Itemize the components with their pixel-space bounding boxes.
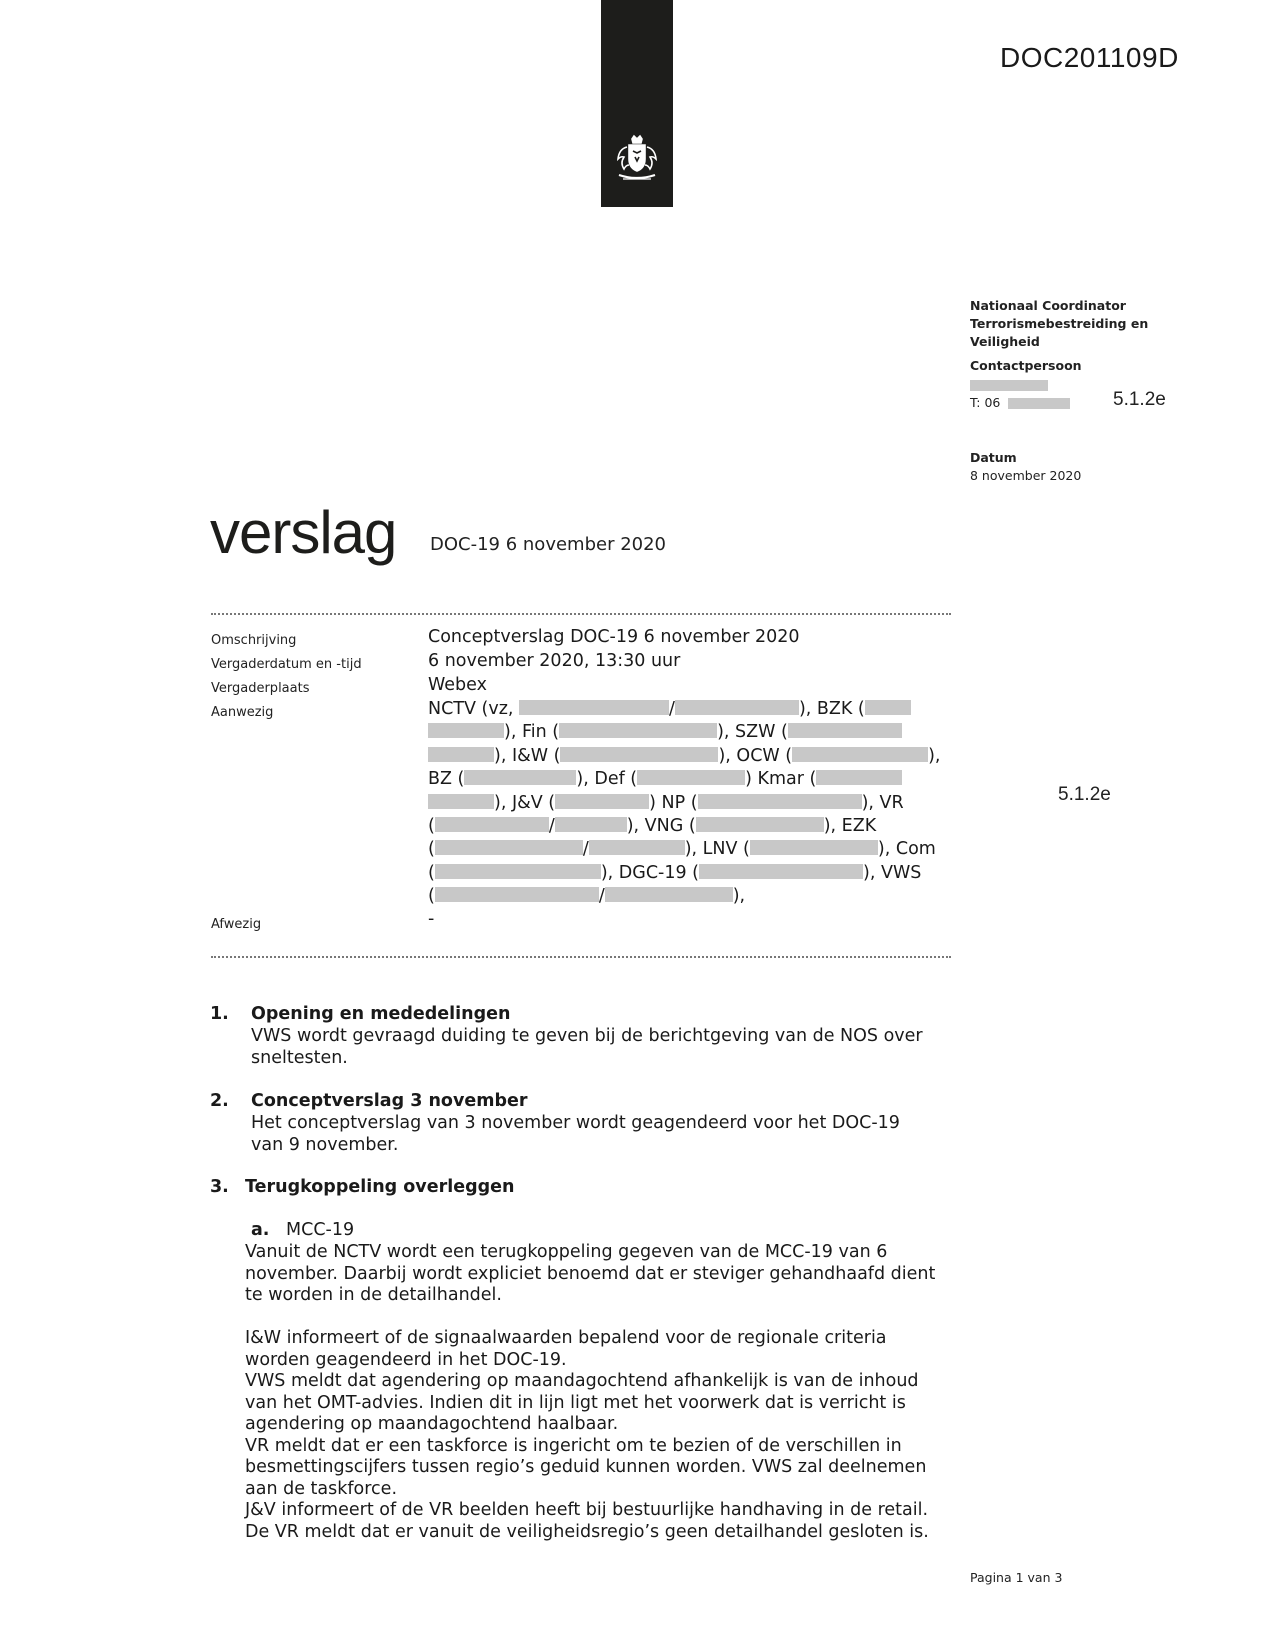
org-line-2: Terrorismebestreiding en xyxy=(970,316,1149,331)
section-2-number: 2. xyxy=(210,1091,229,1111)
value-omschrijving: Conceptverslag DOC-19 6 november 2020 xyxy=(428,627,800,647)
section-1-line-2: sneltesten. xyxy=(251,1048,348,1068)
section-2-line-2: van 9 november. xyxy=(251,1135,399,1155)
value-vergaderdatum: 6 november 2020, 13:30 uur xyxy=(428,651,681,671)
body-line: van het OMT-advies. Indien dit in lijn ligt met het voorwerk dat is verricht is xyxy=(245,1392,906,1413)
page-number: Pagina 1 van 3 xyxy=(970,1570,1063,1585)
section-1-title: Opening en mededelingen xyxy=(251,1004,511,1024)
redaction-block xyxy=(519,700,669,715)
att-text: ), J&V ( xyxy=(494,792,556,813)
subsection-a-title: MCC-19 xyxy=(286,1220,355,1240)
body-blank-line xyxy=(245,1307,965,1329)
redaction-block xyxy=(555,794,649,809)
subsection-a-letter: a. xyxy=(251,1220,270,1240)
att-text: / xyxy=(669,699,675,719)
value-afwezig: - xyxy=(428,909,435,929)
att-text: ), Def ( xyxy=(576,769,638,790)
att-text: ), BZK ( xyxy=(798,699,865,719)
att-text: BZ ( xyxy=(428,769,465,790)
att-text: ), xyxy=(928,745,941,766)
redaction-block xyxy=(698,794,862,809)
body-line: De VR meldt dat er vanuit de veiligheidsregio’s geen detailhandel gesloten is. xyxy=(245,1521,929,1542)
att-text: ( xyxy=(428,815,435,836)
redaction-phone xyxy=(1008,398,1070,409)
contact-phone xyxy=(970,394,1070,412)
rijksoverheid-logo xyxy=(601,0,673,207)
redaction-code-sidebar: 5.1.2e xyxy=(1113,389,1166,410)
att-text: ), VWS xyxy=(863,862,922,883)
document-type-title: verslag xyxy=(210,499,397,566)
value-vergaderplaats: Webex xyxy=(428,675,487,695)
redaction-block xyxy=(560,747,718,762)
redaction-block xyxy=(435,817,549,832)
redaction-code-attendees: 5.1.2e xyxy=(1058,784,1111,805)
att-text: / xyxy=(548,815,555,836)
redaction-block xyxy=(435,840,583,855)
body-line: Vanuit de NCTV wordt een terugkoppeling gegeven van de MCC-19 van 6 xyxy=(245,1242,888,1262)
org-line-3: Veiligheid xyxy=(970,334,1040,349)
att-text: ), DGC-19 ( xyxy=(600,862,700,883)
att-text: ), EZK xyxy=(823,815,877,836)
redaction-block xyxy=(559,723,717,738)
divider-bottom xyxy=(211,956,951,958)
contact-label xyxy=(970,357,1082,375)
redaction-block xyxy=(428,747,494,762)
section-2-title: Conceptverslag 3 november xyxy=(251,1091,528,1111)
section-1-number: 1. xyxy=(210,1004,229,1024)
body-line: I&W informeert of de signaalwaarden bepalend voor de regionale criteria xyxy=(245,1328,887,1348)
redaction-block xyxy=(750,840,878,855)
date-label xyxy=(970,449,1017,467)
body-line: besmettingscijfers tussen regio’s geduid kunnen worden. VWS zal deelnemen xyxy=(245,1457,927,1477)
document-number: DOC201109D xyxy=(1000,42,1179,73)
label-vergaderplaats: Vergaderplaats xyxy=(211,681,310,696)
redaction-block xyxy=(435,864,601,879)
label-aanwezig: Aanwezig xyxy=(211,705,274,720)
document-subtitle: DOC-19 6 november 2020 xyxy=(430,534,667,555)
date-value: 8 november 2020 xyxy=(970,468,1082,483)
organization-name xyxy=(970,297,1148,351)
att-text: ( xyxy=(428,886,435,907)
att-text: ), I&W ( xyxy=(494,745,561,766)
body-line: VR meldt dat er een taskforce is ingericht om te bezien of de verschillen in xyxy=(245,1435,902,1456)
body-line: november. Daarbij wordt expliciet benoemd dat er steviger gehandhaafd dient xyxy=(245,1263,936,1284)
redaction-block xyxy=(428,794,494,809)
att-text: ), LNV ( xyxy=(684,839,750,860)
redaction-block xyxy=(699,864,863,879)
redaction-block xyxy=(605,887,733,902)
redaction-block xyxy=(675,700,799,715)
redaction-block xyxy=(435,887,599,902)
section-3-title: Terugkoppeling overleggen xyxy=(245,1177,515,1197)
redaction-block xyxy=(637,770,745,785)
label-afwezig: Afwezig xyxy=(211,917,262,932)
att-text: ) Kmar ( xyxy=(745,769,817,790)
body-line: worden geagendeerd in het DOC-19. xyxy=(245,1349,567,1370)
redaction-block xyxy=(788,723,902,738)
redaction-block xyxy=(816,770,902,785)
coat-of-arms-icon xyxy=(611,133,663,185)
redaction-block xyxy=(428,723,504,738)
att-text: ) NP ( xyxy=(649,792,698,813)
att-text: ), OCW ( xyxy=(718,745,793,766)
phone-prefix: T: 06 xyxy=(970,395,1001,410)
redaction-block xyxy=(464,770,576,785)
redaction-block xyxy=(696,817,824,832)
body-line: VWS meldt dat agendering op maandagochtend afhankelijk is van de inhoud xyxy=(245,1371,919,1391)
body-line: te worden in de detailhandel. xyxy=(245,1285,502,1305)
att-text: ), VR xyxy=(861,792,904,813)
body-line: aan de taskforce. xyxy=(245,1478,398,1499)
att-text: NCTV (vz, xyxy=(428,699,520,719)
att-text: ), Com xyxy=(877,839,936,860)
att-text: ), SZW ( xyxy=(717,722,788,743)
section-2-line-1: Het conceptverslag van 3 november wordt geagendeerd voor het DOC-19 xyxy=(251,1113,900,1133)
redaction-contact-name xyxy=(970,380,1048,391)
label-omschrijving: Omschrijving xyxy=(211,633,297,648)
att-text: ), Fin ( xyxy=(504,722,560,743)
redaction-block xyxy=(589,840,685,855)
org-line-1: Nationaal Coordinator xyxy=(970,298,1126,313)
body-line: J&V informeert of de VR beelden heeft bij bestuurlijke handhaving in de retail. xyxy=(245,1500,929,1520)
redaction-block xyxy=(865,700,911,715)
att-text: ( xyxy=(428,862,435,883)
contact-label-text: Contactpersoon xyxy=(970,358,1082,373)
label-vergaderdatum: Vergaderdatum en -tijd xyxy=(211,657,362,672)
att-text: ( xyxy=(428,839,435,860)
att-text: ), xyxy=(732,886,746,907)
section-1-line-1: VWS wordt gevraagd duiding te geven bij de berichtgeving van de NOS over xyxy=(251,1026,923,1046)
divider-top xyxy=(211,613,951,615)
date-label-text: Datum xyxy=(970,450,1017,465)
attendee-list xyxy=(428,698,948,909)
section-3-number: 3. xyxy=(210,1177,229,1197)
redaction-block xyxy=(555,817,627,832)
att-text: ), VNG ( xyxy=(626,815,696,836)
att-text: / xyxy=(598,886,605,907)
body-line: agendering op maandagochtend haalbaar. xyxy=(245,1414,619,1434)
redaction-block xyxy=(792,747,928,762)
att-text: / xyxy=(582,839,589,860)
subsection-a-body xyxy=(245,1242,965,1543)
